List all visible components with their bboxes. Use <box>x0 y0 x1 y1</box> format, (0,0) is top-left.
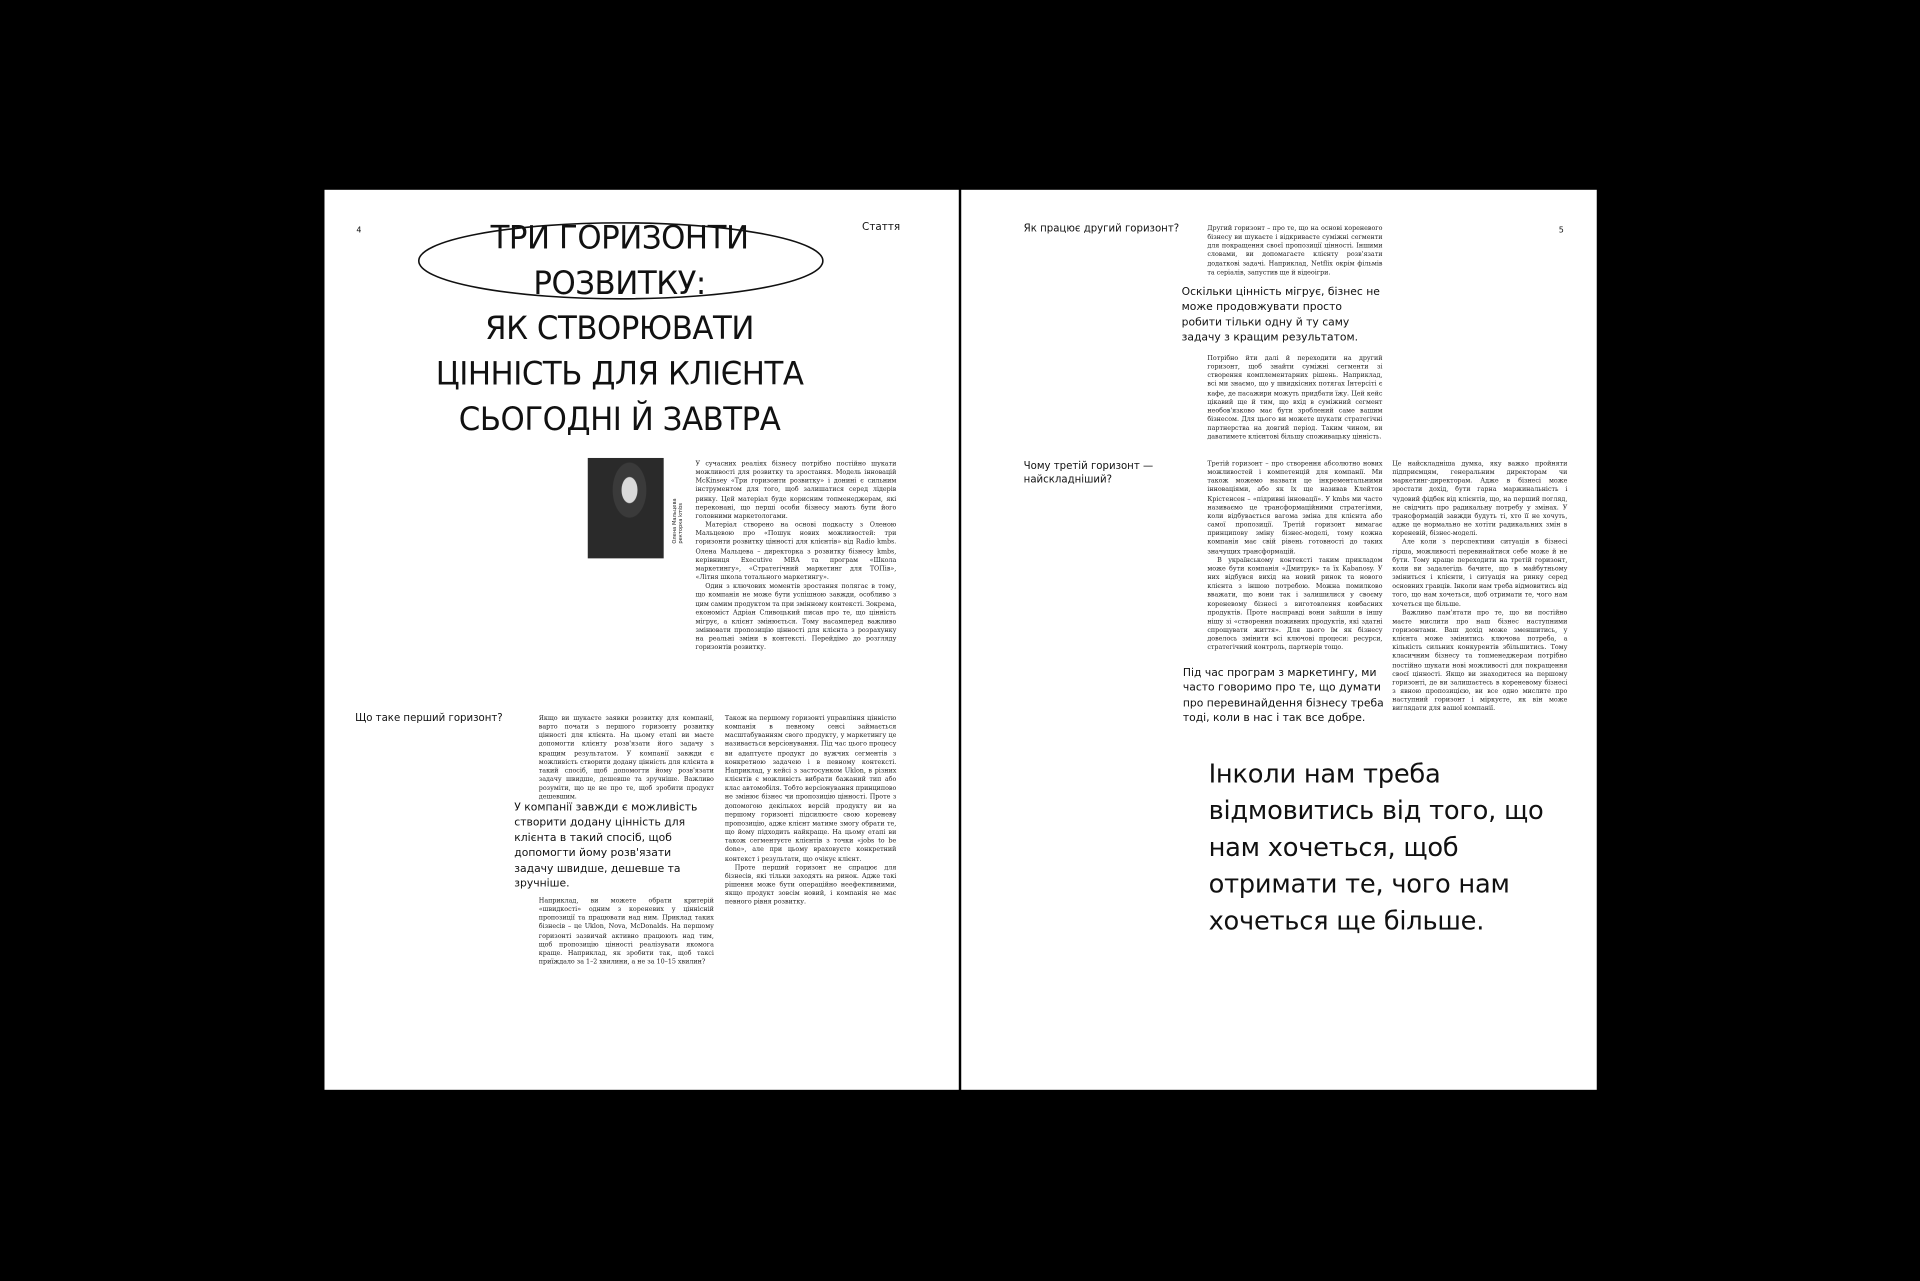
left-page <box>324 190 958 1090</box>
section-text <box>1207 460 1382 653</box>
paragraph: Потрібно йти далі й переходити на другий горизонт, щоб знайти суміжні сегменти зі створення комплементарних рішень. Наприклад, всі ми знаємо, що у швидкісних потягах Інтерсіті є кафе, де пасажири можуть придбати їжу. Цей кейс цікавий ще й тим, що вхід в суміжний сегмент необов'язково має бути зроблений саме вашим бізнесом. Для цього ви можете шукати стратегічні партнерства на довгий період. Таким чином, ви даватимете клієнтові більшу споживацьку цінність. <box>1207 355 1383 442</box>
title-line: СЬОГОДНІ Й ЗАВТРА <box>458 400 781 439</box>
paragraph: Але коли з перспективи ситуація в бізнесі гірша, можливості перевинайтися себе може й не бути. Тому краще переходити на третій горизонт, коли ви задалегідь бачите, що в майбутньому зміниться і клієнти, і ситуація на ринку серед основних гравців. Інколи нам треба відмовитись від того, що нам хочеться, щоб отримати те, чого нам хочеться ще більше. <box>1392 539 1568 608</box>
paragraph: Проте перший горизонт не спрацює для бізнесів, які тільки заходять на ринок. Адже такі рішення може бути операційно неефективними, якщо продукт зовсім новий, і компанія не має певного рівня розвитку. <box>724 864 897 907</box>
pull-quote: Під час програм з маркетингу, ми часто говоримо про те, що думати про перевинайдення бізнесу треба тоді, коли в нас і так все добре. <box>1182 667 1384 726</box>
section-text <box>1207 355 1382 443</box>
section-text <box>1207 225 1382 278</box>
right-page <box>961 190 1597 1090</box>
caption-name: Олена Мальцева <box>671 498 678 544</box>
title-highlight-ellipse <box>410 212 832 310</box>
section-heading: Що таке перший горизонт? <box>355 711 503 724</box>
page-number: 4 <box>356 225 362 236</box>
section-rubric: Стаття <box>862 221 901 234</box>
paragraph: У сучасних реаліях бізнесу потрібно постійно шукати можливості для розвитку та зростання. Модель інновацій McKinsey «Три горизонти розвитку» і донині є сильним інструментом для того, щоб залишатися серед лідерів ринку. Цей матеріал буде корисним топменеджерам, які переконані, що перші особи бізнесу мають бути його головними маркетологами. <box>695 460 897 521</box>
paragraph: Також на першому горизонті управління цінністю компанія в певному сенсі займається масштабуванням свого продукту, у маркетингу це називається версіонування. Під час цього процесу ви адаптуєте продукт до вужчих сегментів з конкретною задачею і в певному контексті. Наприклад, у кейсі з застосунком Uklon, в різних клієнтів є можливість вибрати бажаний тип або клас автомобіля. Тобто версіонування принципово не змінює бізнес чи пропозицію цінності. Проте з допомогою декількох версій продукту ви на першому горизонті підсилюєте свою кореневу пропозицію, адже клієнт матиме змогу обрати те, що йому підходить найкраще. На цьому етапі ви також сегментуєте клієнтів з точки «jobs to be done», але при цьому враховуєте конкретний контекст і результати, що очікує клієнт. <box>724 715 897 863</box>
paragraph: Якщо ви шукаєте заявки розвитку для компанії, варто почати з першого горизонту розвитку цінності для клієнта. На цьому етапі ви маєте допомогти клієнту розв'язати його задачу з кращим результатом. У компанії завжди є можливість створити додану цінність для клієнта в такий спосіб, щоб допомогти йому розв'язати задачу швидше, дешевше та зручніше. Важливо розуміти, що це не про те, щоб зробити продукт дешевшим. <box>538 715 714 802</box>
paragraph: Другий горизонт – про те, що на основі кореневого бізнесу ви шукаєте і відкриваєте суміжні сегменти для покращення своєї пропозиції цінності. Іншими словами, ви допомагаєте клієнту розв'язати додаткові задачі. Наприклад, Netflix окрім фільмів та серіалів, запустив ще й відеоігри. <box>1207 225 1383 277</box>
section-text <box>539 898 714 968</box>
title-line: РОЗВИТКУ: <box>533 264 706 303</box>
paragraph: Це найскладніша думка, яку важко пройняти підприємцям, генеральним директорам чи маркетинг-директорам. Адже в бізнесі може зростати дохід, бути гарна маржинальність і чудовий фідбек від клієнтів, що, на перший погляд, не свідчить про радикальну потребу у змінах. У трансформацій завжди будуть ті, хто її не хочуть, адже це нормально не хотіти радикальних змін в кореневій, бізнес-моделі. <box>1392 460 1568 538</box>
section-heading: Як працює другий горизонт? <box>1023 221 1180 234</box>
paragraph: Важливо пам'ятати про те, що ви постійно маєте мислити про наш бізнес наступними горизонтами. Ваш дохід може зменшитись, у клієнта може змінитись ключова потреба, а кількість сильних конкурентів збільшитись. Тому класичним бізнесу та топменеджерам потрібно постійно шукати нові можливості для покращення своєї цінності. Якщо ви знаходитеся на першому горизонті, де ви залишаєтесь в кореневому бізнесі з явною пропозицією, ви все одно мислите про наступний горизонт і міркуєте, як він може виглядати для вашої компанії. <box>1392 609 1568 714</box>
paragraph: Матеріал створено на основі подкасту з Оленою Мальцевою про «Пошук нових можливостей: три горизонти розвитку цінності для клієнтів» від Radio kmbs. Олена Мальцева – директорка з розвитку бізнесу kmbs, керівниця Executive MBA та програм «Школа маркетингу», «Стратегічний маркетинг для ТОПів», «Літня школа тотального маркетингу». <box>695 521 897 582</box>
pull-quote: У компанії завжди є можливість створити додану цінність для клієнта в такий спосіб, щоб допомогти йому розв'язати задачу швидше, дешевше та зручніше. <box>514 802 698 891</box>
pull-quote: Оскільки цінність мігрує, бізнес не може продовжувати просто робити тільки одну й ту саму задачу з кращим результатом. <box>1181 286 1380 345</box>
title-line: ЦІННІСТЬ ДЛЯ КЛІЄНТА <box>435 355 804 394</box>
paragraph: Один з ключових моментів зростання полягає в тому, що компанія не може бути успішною завжди, особливо з цим самим продуктом та при змінному контексті. Зокрема, економіст Адріан Сливоцький писав про те, що цінність мігрує, а клієнт змінюється. Тому насамперед важливо змінювати пропозицію цінності для клієнта з розрахунку на реальні зміни в контексті. Перейдімо до розгляду горизонтів розвитку. <box>695 583 897 652</box>
caption-role: ректорка kmbs <box>677 502 684 544</box>
large-quote: Інколи нам треба відмовитись від того, що нам хочеться, щоб отримати те, чого нам хочеться ще більше. <box>1208 759 1544 936</box>
section-text-column-2 <box>1392 460 1567 714</box>
paragraph: Третій горизонт – про створення абсолютно нових можливостей і компетенцій для компанії. Ми також можемо назвати це інкрементальними інноваціями, або як їх ще називав Клейтон Крістенсен – «підривні інновації». У kmbs ми часто називаємо це трансформаційними стратегіями, коли відбувається вагома зміна для клієнта або самої пропозиції. Третій горизонт вимагає принципову зміну бізнес-моделі, тому кожна компанія має свій рівень готовності до таких значущих трансформацій. <box>1207 460 1383 556</box>
page-number: 5 <box>1558 225 1564 236</box>
section-text <box>539 715 714 803</box>
paragraph: В українському контексті таким прикладом може бути компанія «Дмитрук» та їх Kabanosy. У них відбувся вихід на новий ринок та нового клієнта з іншою потребою. Можна помилково вважати, що вони так і залишилися у своєму кореневому бізнесі з виготовлення ковбасних продуктів. Проте насправді вони зайшли в іншу нішу зі «створення поживних продуктів, які здатні спрощувати життя». Для цього їм як бізнесу довелось змінити всі ключові процеси: ресурси, стратегічний контроль, партнерів тощо. <box>1207 556 1383 652</box>
section-heading: Чому третій горизонт — найскладніший? <box>1023 459 1154 485</box>
paragraph: Наприклад, ви можете обрати критерій «швидкості» одним з кореневих у ціннісній пропозиції та працювати над ним. Приклад таких бізнесів – це Uklon, Nova, McDonalds. На першому горизонті зазвичай активно працюють над тим, щоб пропозицію цінності реалізувати якомога краще. Наприклад, як зробити так, щоб таксі приїждало за 1–2 хвилини, а не за 10–15 хвилин? <box>538 897 714 967</box>
section-text-column-2 <box>725 715 896 908</box>
photo-caption <box>671 498 683 543</box>
title-line: ЯК СТВОРЮВАТИ <box>485 309 755 348</box>
title-line: ТРИ ГОРИЗОНТИ <box>490 219 749 258</box>
author-photo <box>588 458 664 558</box>
intro-text <box>696 460 897 653</box>
